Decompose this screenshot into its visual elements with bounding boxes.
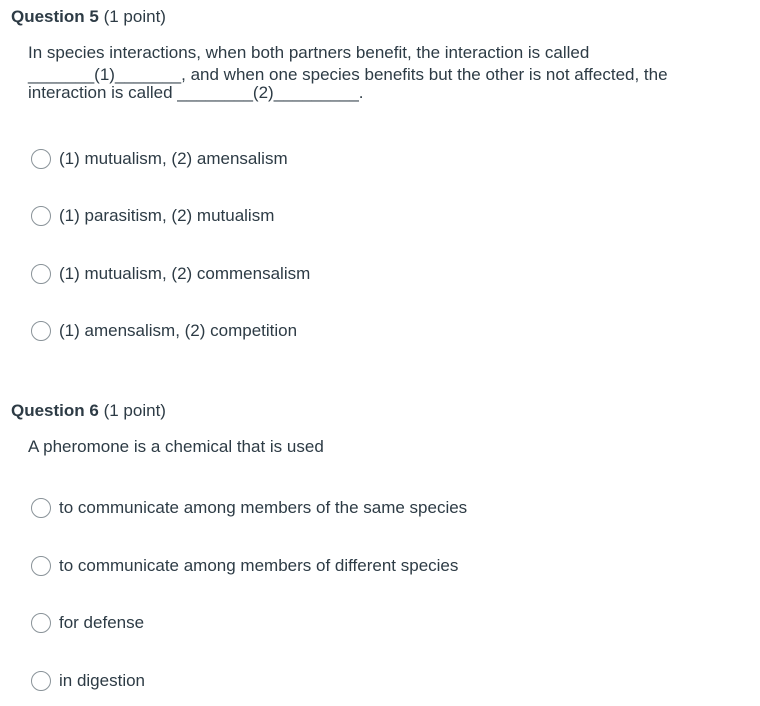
answer-option[interactable] (31, 261, 310, 287)
radio-button[interactable] (31, 613, 51, 633)
question-text-line: In species interactions, when both partners benefit, the interaction is called (28, 43, 590, 62)
answer-label[interactable]: (1) mutualism, (2) commensalism (59, 264, 311, 283)
answer-option[interactable] (31, 553, 458, 579)
question-text-line: A pheromone is a chemical that is used (28, 437, 324, 456)
answer-label[interactable]: for defense (59, 613, 145, 632)
radio-button[interactable] (31, 149, 51, 169)
answer-option[interactable] (31, 146, 288, 172)
question-text-line: interaction is called ________(2)_________. (28, 83, 364, 102)
radio-button[interactable] (31, 206, 51, 226)
radio-button[interactable] (31, 556, 51, 576)
answer-label[interactable]: (1) parasitism, (2) mutualism (59, 206, 275, 225)
question-6-header (11, 401, 166, 421)
answer-label[interactable]: in digestion (59, 671, 146, 690)
radio-button[interactable] (31, 321, 51, 341)
question-6-text (28, 436, 743, 458)
answer-label[interactable]: (1) amensalism, (2) competition (59, 321, 298, 340)
answer-option[interactable] (31, 318, 297, 344)
question-title: Question 5 (11, 7, 99, 26)
radio-button[interactable] (31, 498, 51, 518)
question-5-header (11, 7, 166, 27)
answer-option[interactable] (31, 203, 274, 229)
answer-option[interactable] (31, 495, 467, 521)
question-points: (1 point) (103, 401, 166, 420)
answer-label[interactable]: (1) mutualism, (2) amensalism (59, 149, 288, 168)
question-points: (1 point) (103, 7, 166, 26)
question-5-text (28, 42, 743, 104)
question-text-line: _______(1)_______, and when one species benefits but the other is not affected, the (28, 65, 668, 84)
radio-button[interactable] (31, 264, 51, 284)
question-title: Question 6 (11, 401, 99, 420)
answer-label[interactable]: to communicate among members of the same species (59, 498, 468, 517)
answer-option[interactable] (31, 610, 144, 636)
answer-option[interactable] (31, 668, 145, 694)
radio-button[interactable] (31, 671, 51, 691)
answer-label[interactable]: to communicate among members of different species (59, 556, 459, 575)
